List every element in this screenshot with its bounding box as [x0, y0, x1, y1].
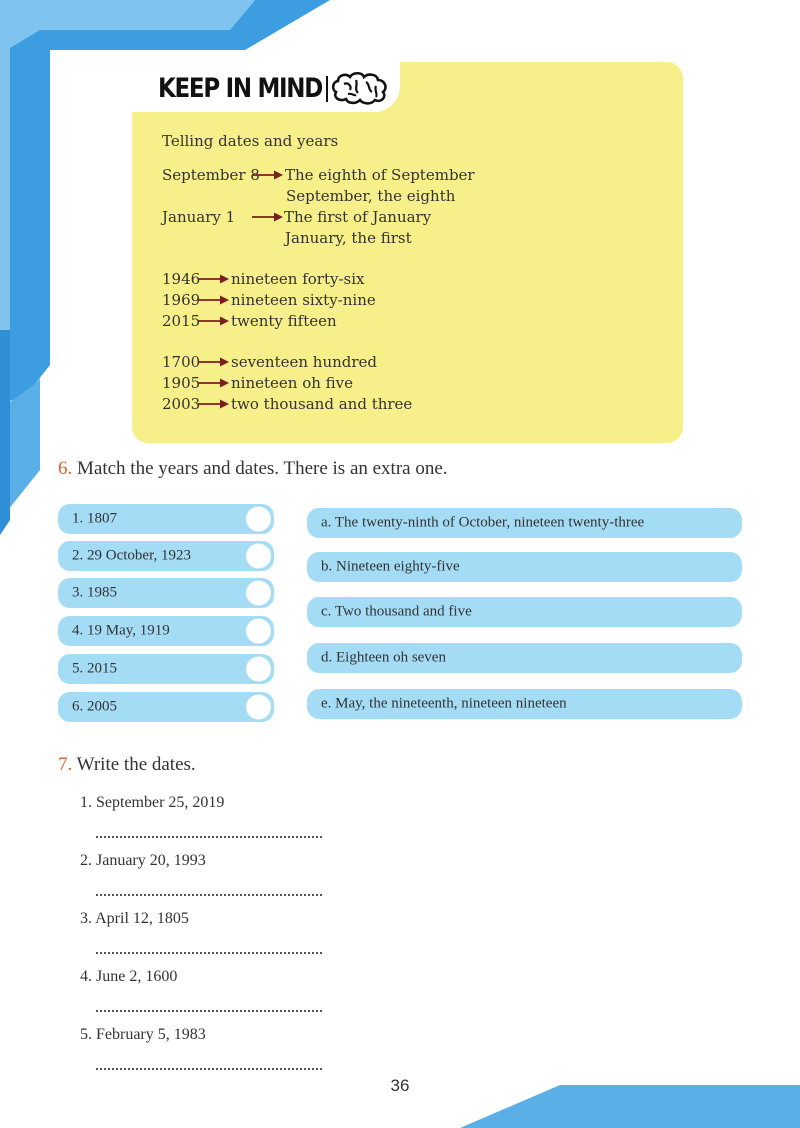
- write-date-prompt: 2. January 20, 1993: [80, 852, 206, 869]
- answer-line[interactable]: [96, 892, 322, 896]
- exercise-instruction: Match the years and dates. There is an extra one.: [77, 458, 448, 479]
- match-right-item: [307, 643, 742, 673]
- match-left-label: 2. 29 October, 1923: [72, 547, 191, 564]
- match-left-item: [58, 654, 274, 684]
- date-reading: September, the eighth: [286, 187, 456, 205]
- arrow-icon: [198, 377, 230, 389]
- date-example: January 1: [162, 208, 236, 226]
- answer-circle[interactable]: [246, 657, 271, 682]
- page-number: 36: [390, 1076, 410, 1095]
- date-reading: January, the first: [285, 229, 412, 247]
- match-right-label: d. Eighteen oh seven: [321, 649, 446, 666]
- keep-in-mind-heading: Telling dates and years: [162, 132, 339, 150]
- match-left-label: 5. 2015: [72, 660, 117, 677]
- year-reading: seventeen hundred: [231, 353, 378, 371]
- year-example: 1946: [162, 270, 201, 288]
- match-left-label: 3. 1985: [72, 584, 117, 601]
- year-reading: two thousand and three: [231, 395, 413, 413]
- year-example: 1700: [162, 353, 201, 371]
- match-left-item: [58, 578, 274, 608]
- arrow-icon: [198, 294, 230, 306]
- answer-line[interactable]: [96, 1066, 322, 1070]
- brain-icon: [330, 70, 392, 106]
- arrow-icon: [198, 356, 230, 368]
- date-example: September 8: [162, 166, 260, 184]
- arrow-icon: [252, 211, 284, 223]
- answer-line[interactable]: [96, 1008, 322, 1012]
- match-right-label: e. May, the nineteenth, nineteen nineteen: [321, 695, 567, 712]
- answer-line[interactable]: [96, 834, 322, 838]
- title-divider: [326, 76, 328, 102]
- year-example: 1905: [162, 374, 201, 392]
- match-right-label: a. The twenty-ninth of October, nineteen twenty-three: [321, 514, 645, 531]
- answer-circle[interactable]: [246, 619, 271, 644]
- answer-circle[interactable]: [246, 581, 271, 606]
- year-example: 2003: [162, 395, 201, 413]
- answer-circle[interactable]: [246, 544, 271, 569]
- exercise-number: 7.: [58, 754, 73, 775]
- year-reading: twenty fifteen: [231, 312, 337, 330]
- date-reading: The eighth of September: [285, 166, 475, 184]
- arrow-icon: [252, 169, 284, 181]
- year-reading: nineteen oh five: [231, 374, 354, 392]
- match-left-item: [58, 541, 274, 571]
- arrow-icon: [198, 273, 230, 285]
- match-right-item: [307, 689, 742, 719]
- arrow-icon: [198, 315, 230, 327]
- answer-circle[interactable]: [246, 695, 271, 720]
- match-right-item: [307, 552, 742, 582]
- write-date-prompt: 1. September 25, 2019: [80, 794, 225, 811]
- exercise-6-title: [58, 458, 448, 480]
- year-example: 1969: [162, 291, 201, 309]
- match-left-item: [58, 616, 274, 646]
- match-right-label: b. Nineteen eighty-five: [321, 558, 460, 575]
- match-left-item: [58, 504, 274, 534]
- write-date-prompt: 4. June 2, 1600: [80, 968, 178, 985]
- keep-in-mind-title: KEEP IN MIND: [158, 73, 323, 104]
- year-reading: nineteen forty-six: [231, 270, 365, 288]
- match-right-item: [307, 597, 742, 627]
- match-right-item: [307, 508, 742, 538]
- arrow-icon: [198, 398, 230, 410]
- date-reading: The first of January: [284, 208, 432, 226]
- write-date-prompt: 3. April 12, 1805: [80, 910, 189, 927]
- match-left-label: 1. 1807: [72, 510, 117, 527]
- match-right-label: c. Two thousand and five: [321, 603, 472, 620]
- write-date-prompt: 5. February 5, 1983: [80, 1026, 206, 1043]
- year-example: 2015: [162, 312, 201, 330]
- year-reading: nineteen sixty-nine: [231, 291, 376, 309]
- exercise-number: 6.: [58, 458, 73, 479]
- match-left-label: 4. 19 May, 1919: [72, 622, 170, 639]
- answer-line[interactable]: [96, 950, 322, 954]
- match-left-label: 6. 2005: [72, 698, 117, 715]
- exercise-instruction: Write the dates.: [76, 754, 196, 775]
- match-left-item: [58, 692, 274, 722]
- answer-circle[interactable]: [246, 507, 271, 532]
- exercise-7-title: [58, 754, 196, 776]
